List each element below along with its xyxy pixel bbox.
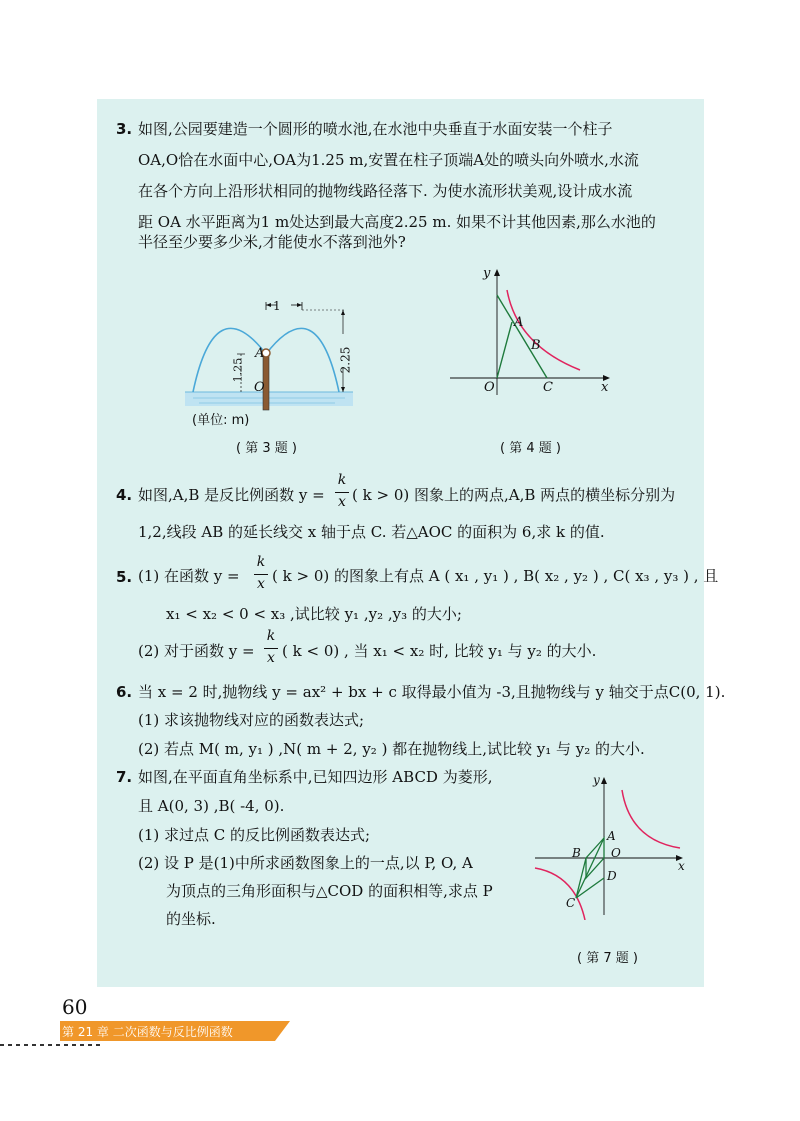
fig4-graph [445,265,625,400]
fig7-label-y: y [593,773,600,787]
right-parabola [266,328,339,392]
fig4-label-y: y [483,266,491,281]
q5-p2-frac-bar [264,648,278,649]
q7-line6: 的坐标. [166,910,216,928]
q3-line-5: 半径至少要多少米,才能使水不落到池外? [138,233,406,251]
fig7-label-a: A [607,829,616,843]
q5-p1-frac-den: x [257,576,265,592]
q6-line2: (1) 求该抛物线对应的函数表达式; [138,711,365,729]
fig4-label-a: A [514,315,524,330]
fig7-label-d: D [607,869,617,883]
fig7-label-b: B [572,846,581,860]
fig3-dim-right: 2.25 [338,346,353,374]
chapter-title: 第 21 章 二次函数与反比例函数 [62,1025,233,1039]
fig7-hyperbola-upper [622,790,680,848]
q7-line3: (1) 求过点 C 的反比例函数表达式; [138,826,371,844]
page-number: 60 [62,995,88,1019]
q7-line1: 如图,在平面直角坐标系中,已知四边形 ABCD 为菱形, [138,768,493,786]
q5-p1-frac-bar [254,574,268,575]
q3-number: 3. [116,120,133,138]
q3-line-4: 距 OA 水平距离为1 m处达到最大高度2.25 m. 如果不计其他因素,那么水池的 [138,213,656,231]
fig4-label-c: C [543,380,553,395]
fig3-label-a: A [255,346,265,361]
fig4-label-x: x [601,380,609,395]
q5-p1-post: ( k > 0) 的图象上有点 A ( x₁ , y₁ ) , B( x₂ , y₂ ) , C( x₃ , y₃ ) , 且 [272,567,719,585]
fig4-caption: ( 第 4 题 ) [500,441,561,456]
q4-line1-pre: 如图,A,B 是反比例函数 y = [138,486,325,504]
q3-line-3: 在各个方向上沿形状相同的抛物线路径落下. 为使水流形状美观,设计成水流 [138,182,633,200]
q7-line2: 且 A(0, 3) ,B( -4, 0). [138,797,285,815]
fig7-label-x: x [678,859,685,873]
fig4-label-b: B [531,338,541,353]
q5-number: 5. [116,568,133,586]
q4-frac-den: x [338,494,346,510]
fig3-dim-left: 1.25 [231,357,245,383]
q3-line-2: OA,O恰在水面中心,OA为1.25 m,安置在柱子顶端A处的喷头向外喷水,水流 [138,151,639,169]
fig3-label-o: O [254,380,265,395]
fig7-label-c: C [566,896,576,910]
q5-p2-pre: (2) 对于函数 y = [138,642,255,660]
q5-p2-frac-num: k [266,628,276,644]
q4-number: 4. [116,486,133,504]
q4-frac-num: k [337,472,347,488]
fig7-caption: ( 第 7 题 ) [577,951,638,966]
q6-line1: 当 x = 2 时,抛物线 y = ax² + bx + c 取得最小值为 -3,且抛物线与 y 轴交于点C(0, 1). [138,683,726,701]
q5-p2-frac-den: x [267,650,275,666]
q3-line-1: 如图,公园要建造一个圆形的喷水池,在水池中央垂直于水面安装一个柱子 [138,120,613,138]
footer-dotted-rule [0,1044,100,1046]
q4-frac-bar [335,492,349,493]
q5-p1-frac-num: k [256,554,266,570]
q7-number: 7. [116,768,133,786]
q5-p1-pre: (1) 在函数 y = [138,567,240,585]
fig4-label-o: O [484,380,495,395]
fig4-segment-oa [497,322,512,378]
q5-p1-line2: x₁ < x₂ < 0 < x₃ ,试比较 y₁ ,y₂ ,y₃ 的大小; [166,605,462,623]
fig3-dim-top: 1 [273,299,281,313]
q5-p2-post: ( k < 0) , 当 x₁ < x₂ 时, 比较 y₁ 与 y₂ 的大小. [282,642,597,660]
fig3-caption: ( 第 3 题 ) [236,441,297,456]
q4-line1-post: ( k > 0) 图象上的两点,A,B 两点的横坐标分别为 [352,486,676,504]
q4-line2: 1,2,线段 AB 的延长线交 x 轴于点 C. 若△AOC 的面积为 6,求 k 的值. [138,523,605,541]
q6-number: 6. [116,683,133,701]
q7-line5: 为顶点的三角形面积与△COD 的面积相等,求点 P [166,882,493,900]
q6-line3: (2) 若点 M( m, y₁ ) ,N( m + 2, y₂ ) 都在抛物线上,试比较 y₁ 与 y₂ 的大小. [138,740,645,758]
q7-line4: (2) 设 P 是(1)中所求函数图象上的一点,以 P, O, A [138,854,473,872]
fig3-unit: (单位: m) [192,413,250,428]
fig7-label-o: O [611,846,621,860]
